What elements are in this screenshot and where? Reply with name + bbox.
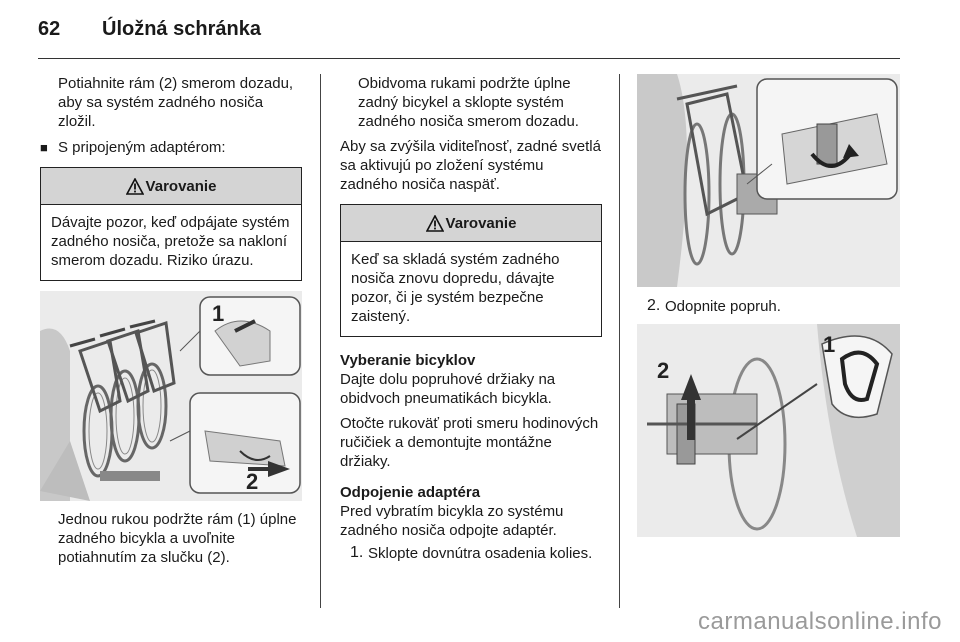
paragraph: Aby sa zvýšila viditeľnosť, zadné svetlá sa aktivujú po zložení systému zadného nosiča naspäť. (340, 138, 601, 193)
figure-callout-1: 1 (212, 301, 225, 326)
paragraph: Jednou rukou podržte rám (1) úplne zadného bicykla a uvoľnite potiahnutím za slučku (2). (58, 511, 297, 566)
illustration-carrier-folded (637, 74, 900, 287)
column-divider (619, 74, 620, 608)
column-2 (340, 74, 602, 563)
paragraph: Otočte rukoväť proti smeru hodinových ručičiek a demontujte montážne držiaky. (340, 415, 599, 470)
carrier-folded-illustration (637, 74, 900, 287)
figure-callout-2: 2 (657, 358, 670, 383)
section-heading: Vyberanie bicyklov (340, 352, 476, 369)
warning-box (40, 167, 302, 281)
warning-title: Varovanie (445, 214, 517, 232)
warning-header (41, 168, 301, 205)
warning-text: Dávajte pozor, keď odpájate systém zadného nosiča, pretože sa nakloní smerom dozadu. Riziko úrazu. (51, 214, 290, 269)
section-heading: Odpojenie adaptéra (340, 484, 481, 501)
page-title: Úložná schránka (102, 18, 261, 40)
page-number: 62 (38, 18, 61, 40)
step-text: Odopnite popruh. (665, 298, 781, 315)
step-number: 2. (647, 297, 661, 314)
warning-header (341, 205, 601, 242)
paragraph: Pred vybratím bicykla zo systému zadného nosiča odpojte adaptér. (340, 503, 564, 539)
warning-title: Varovanie (145, 177, 217, 195)
warning-triangle-icon (426, 215, 444, 232)
column-3 (637, 74, 900, 537)
warning-box (340, 204, 602, 337)
step-number: 1. (350, 544, 364, 561)
illustration-strap-release (637, 324, 900, 537)
header-divider (38, 58, 900, 59)
page-header (38, 18, 261, 41)
column-divider (320, 74, 321, 608)
step-text: Sklopte dovnútra osadenia kolies. (368, 545, 593, 562)
numbered-step (350, 544, 602, 563)
watermark: carmanualsonline.info (698, 608, 942, 635)
bike-carrier-illustration (40, 291, 302, 501)
paragraph: Potiahnite rám (2) smerom dozadu, aby sa systém zadného nosiča zložil. (58, 75, 294, 130)
warning-body (41, 205, 301, 280)
strap-release-illustration (637, 324, 900, 537)
bullet-square-icon: ■ (40, 140, 48, 155)
paragraph: Dajte dolu popruhové držiaky na obidvoch pneumatikách bicykla. (340, 371, 556, 407)
paragraph: Obidvoma rukami podržte úplne zadný bicykel a sklopte systém zadného nosiča smerom dozadu. (358, 75, 579, 130)
numbered-step (647, 297, 900, 316)
warning-triangle-icon (126, 178, 144, 195)
bullet-item (40, 138, 302, 157)
illustration-bike-carrier (40, 291, 302, 501)
bullet-text: S pripojeným adaptérom: (58, 139, 226, 156)
column-1 (40, 74, 302, 567)
figure-callout-2: 2 (246, 469, 259, 494)
figure-callout-1: 1 (823, 332, 836, 357)
warning-body (341, 242, 601, 336)
warning-text: Keď sa skladá systém zadného nosiča znovu dopredu, dávajte pozor, či je systém bezpečne zaistený. (351, 251, 560, 325)
